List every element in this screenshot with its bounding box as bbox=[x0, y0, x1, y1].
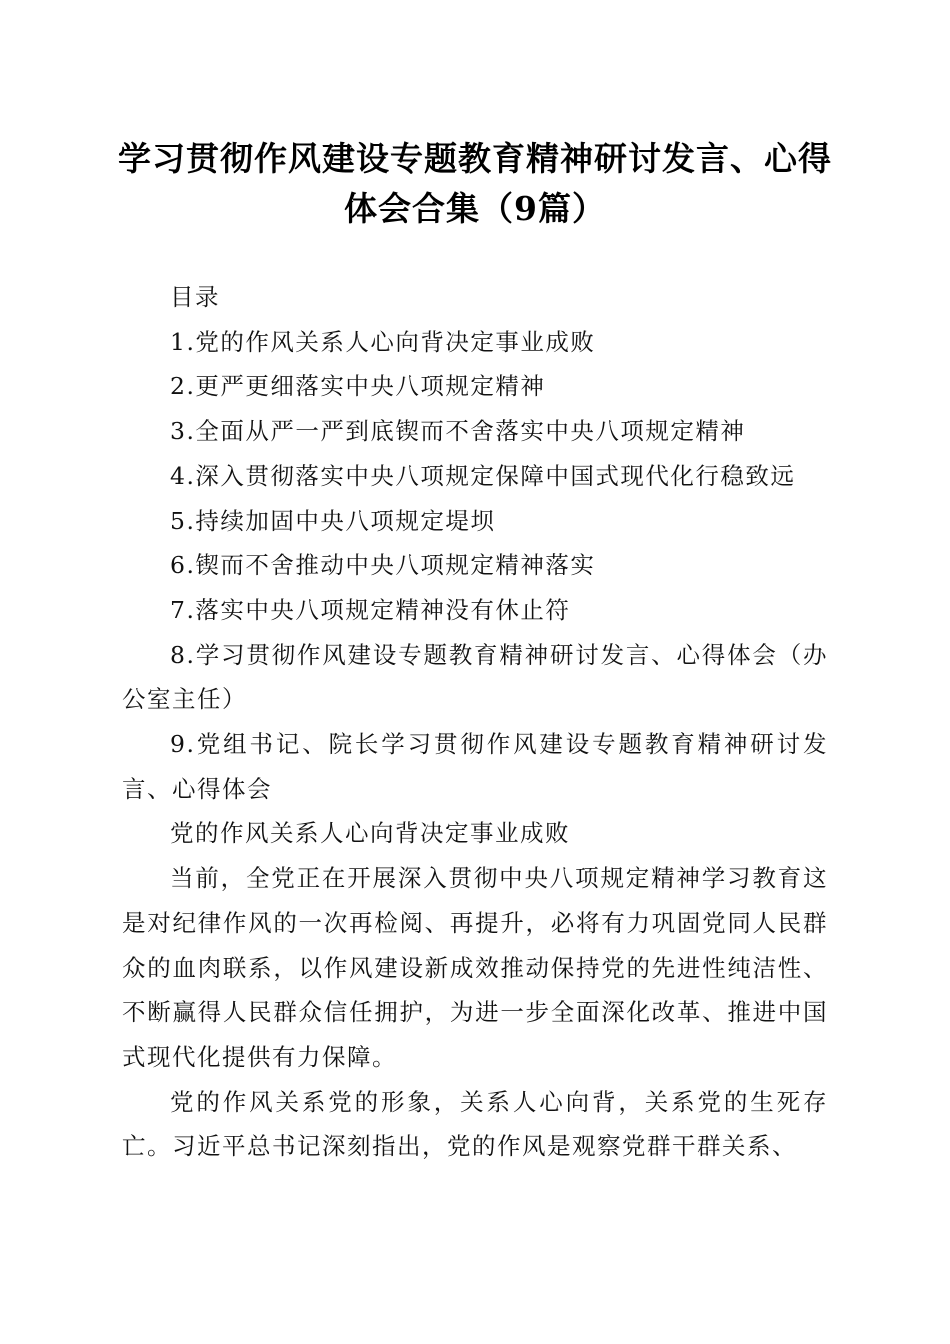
body-paragraph: 当前，全党正在开展深入贯彻中央八项规定精神学习教育这是对纪律作风的一次再检阅、再提升，必将有力巩固党同人民群众的血肉联系，以作风建设新成效推动保持党的先进性纯洁性、不断赢得人民群众信任拥护，为进一步全面深化改革、推进中国式现代化提供有力保障。 bbox=[122, 864, 828, 1071]
document-body bbox=[122, 275, 828, 1169]
toc-item: 9.党组书记、院长学习贯彻作风建设专题教育精神研讨发言、心得体会 bbox=[122, 730, 828, 803]
toc-heading: 目录 bbox=[170, 283, 220, 311]
toc-item: 1.党的作风关系人心向背决定事业成败 bbox=[170, 327, 596, 356]
document-title: 学习贯彻作风建设专题教育精神研讨发言、心得体会合集（9篇） bbox=[118, 139, 832, 228]
toc-item: 5.持续加固中央八项规定堤坝 bbox=[170, 506, 496, 535]
toc-item: 2.更严更细落实中央八项规定精神 bbox=[170, 372, 546, 401]
toc-item: 8.学习贯彻作风建设专题教育精神研讨发言、心得体会（办公室主任） bbox=[122, 640, 828, 714]
toc-item: 4.深入贯彻落实中央八项规定保障中国式现代化行稳致远 bbox=[170, 461, 796, 490]
section-heading: 党的作风关系人心向背决定事业成败 bbox=[170, 819, 570, 848]
toc-item: 6.锲而不舍推动中央八项规定精神落实 bbox=[170, 551, 596, 580]
toc-item: 3.全面从严一严到底锲而不舍落实中央八项规定精神 bbox=[170, 417, 746, 446]
body-paragraph: 党的作风关系党的形象，关系人心向背，关系党的生死存亡。习近平总书记深刻指出，党的作风是观察党群干群关系、 bbox=[122, 1087, 828, 1161]
toc-item: 7.落实中央八项规定精神没有休止符 bbox=[170, 595, 571, 624]
